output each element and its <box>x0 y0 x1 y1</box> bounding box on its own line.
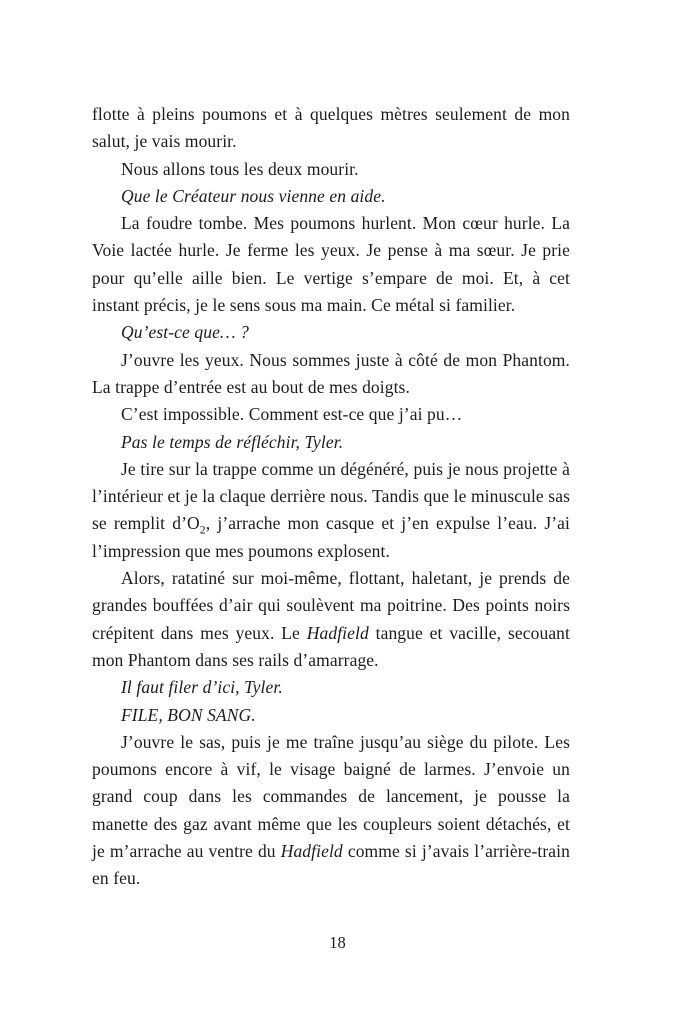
paragraph <box>92 702 570 729</box>
page-number: 18 <box>329 933 346 952</box>
paragraph <box>92 429 570 456</box>
paragraph <box>92 347 570 402</box>
text-segment: Pas le temps de réfléchir, Tyler. <box>121 431 344 452</box>
paragraph <box>92 456 570 565</box>
paragraph <box>92 101 570 156</box>
paragraph <box>92 210 570 319</box>
text-segment: Alors, ratatiné sur moi-même, flottant, haletant, je prends de grandes bouffées d’air qui soulèvent ma poitrine. Des points noirs crépitent dans mes yeux. Le <box>92 568 570 643</box>
body-text <box>92 101 570 893</box>
text-segment: Je tire sur la trappe comme un dégénéré, puis je nous projette à l’intérieur et je la claque derrière nous. Tandis que le minuscule sas se remplit d’O <box>92 458 570 534</box>
text-segment: Hadfield <box>306 622 369 643</box>
text-segment: comme si j’avais l’arrière-train en feu. <box>92 841 570 889</box>
text-segment: Hadfield <box>280 841 343 862</box>
text-segment: La foudre tombe. Mes poumons hurlent. Mon cœur hurle. La Voie lactée hurle. Je ferme les yeux. Je pense à ma sœur. Je prie pour qu’elle aille bien. Le vertige s’empare de moi. Et, à cet instant précis, je le sens sous ma main. Ce métal si familier. <box>92 213 570 316</box>
text-segment: , j’arrache mon casque et j’en expulse l’eau. J’ai l’impression que mes poumons explosent. <box>92 513 570 561</box>
text-segment: Qu’est-ce que… ? <box>121 322 249 343</box>
text-segment: J’ouvre le sas, puis je me traîne jusqu’au siège du pilote. Les poumons encore à vif, le visage baigné de larmes. J’envoie un grand coup dans les commandes de lancement, je pousse la manette des gaz avant même que les coupleurs soient détachés, et je m’arrache au ventre du <box>92 731 570 862</box>
text-segment: flotte à pleins poumons et à quelques mètres seulement de mon salut, je vais mourir. <box>92 104 570 152</box>
paragraph <box>92 401 570 428</box>
text-segment: Il faut filer d’ici, Tyler. <box>121 677 283 698</box>
text-segment: Nous allons tous les deux mourir. <box>121 158 359 179</box>
text-segment: Que le Créateur nous vienne en aide. <box>121 185 386 206</box>
paragraph <box>92 565 570 674</box>
text-segment: 2 <box>199 522 206 537</box>
paragraph <box>92 156 570 183</box>
paragraph <box>92 674 570 701</box>
paragraph <box>92 319 570 346</box>
text-segment: J’ouvre les yeux. Nous sommes juste à côté de mon Phantom. La trappe d’entrée est au bout de mes doigts. <box>92 349 570 397</box>
text-segment: tangue et vacille, secouant mon Phantom dans ses rails d’amarrage. <box>92 622 570 670</box>
text-segment: FILE, BON SANG. <box>121 704 256 725</box>
paragraph <box>92 729 570 893</box>
text-segment: C’est impossible. Comment est-ce que j’ai pu… <box>121 404 463 425</box>
paragraph <box>92 183 570 210</box>
